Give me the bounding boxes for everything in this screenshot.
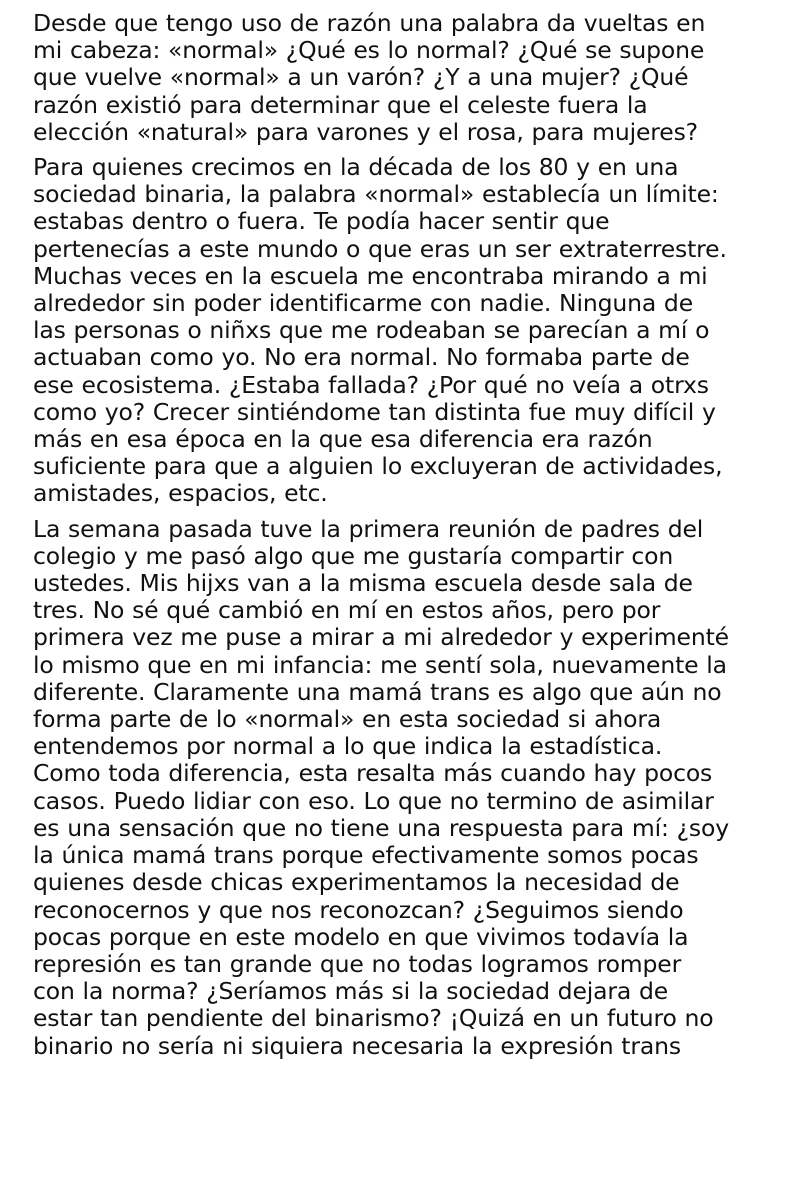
text-line: la única mamá trans porque efectivamente somos pocas — [33, 841, 699, 870]
text-line: ustedes. Mis hijxs van a la misma escuela desde sala de — [33, 569, 693, 598]
text-line: alrededor sin poder identificarme con nadie. Ninguna de — [33, 289, 694, 318]
text-line: es una sensación que no tiene una respuesta para mí: ¿soy — [33, 813, 729, 842]
text-line: pocas porque en este modelo en que vivimos todavía la — [33, 922, 689, 951]
text-line: más en esa época en la que esa diferencia era razón — [33, 425, 653, 454]
text-line: forma parte de lo «normal» en esta sociedad si ahora — [33, 705, 662, 734]
text-line: tres. No sé qué cambió en mí en estos años, pero por — [33, 596, 661, 625]
text-line: sociedad binaria, la palabra «normal» establecía un límite: — [33, 180, 719, 209]
text-line: suficiente para que a alguien lo excluyeran de actividades, — [33, 452, 723, 481]
text-line: con la norma? ¿Seríamos más si la sociedad dejara de — [33, 977, 669, 1006]
text-line: que vuelve «normal» a un varón? ¿Y a una mujer? ¿Qué — [33, 63, 689, 92]
text-line: Como toda diferencia, esta resalta más cuando hay pocos — [33, 759, 713, 788]
text-line: Muchas veces en la escuela me encontraba mirando a mi — [33, 261, 708, 290]
text-line: casos. Puedo lidiar con eso. Lo que no termino de asimilar — [33, 786, 714, 815]
text-line: diferente. Claramente una mamá trans es algo que aún no — [33, 677, 722, 706]
text-line: primera vez me puse a mirar a mi alrededor y experimenté — [33, 623, 729, 652]
paragraph-2 — [33, 154, 776, 508]
text-line: las personas o niñxs que me rodeaban se parecían a mí o — [33, 316, 710, 345]
text-line: estabas dentro o fuera. Te podía hacer sentir que — [33, 207, 610, 236]
text-line: ese ecosistema. ¿Estaba fallada? ¿Por qué no veía a otrxs — [33, 370, 709, 399]
paragraph-1 — [33, 10, 776, 146]
paragraph-3 — [33, 516, 776, 1060]
text-line: como yo? Crecer sintiéndome tan distinta fue muy difícil y — [33, 397, 716, 426]
text-line: Para quienes crecimos en la década de los 80 y en una — [33, 153, 679, 182]
text-line: lo mismo que en mi infancia: me sentí sola, nuevamente la — [33, 650, 727, 679]
text-line: Desde que tengo uso de razón una palabra da vueltas en — [33, 9, 706, 37]
text-line: mi cabeza: «normal» ¿Qué es lo normal? ¿Qué se supone — [33, 36, 705, 65]
text-line: razón existió para determinar que el celeste fuera la — [33, 90, 648, 119]
text-line: binario no sería ni siquiera necesaria la expresión trans — [33, 1031, 681, 1060]
text-line: actuaban como yo. No era normal. No formaba parte de — [33, 343, 690, 372]
text-line: pertenecías a este mundo o que eras un ser extraterrestre. — [33, 234, 727, 263]
text-line: estar tan pendiente del binarismo? ¡Quizá en un futuro no — [33, 1004, 714, 1033]
text-line: entendemos por normal a lo que indica la estadística. — [33, 732, 663, 761]
text-line: represión es tan grande que no todas logramos romper — [33, 949, 682, 978]
text-line: reconocernos y que nos reconozcan? ¿Seguimos siendo — [33, 895, 684, 924]
text-line: amistades, espacios, etc. — [33, 479, 328, 508]
text-line: elección «natural» para varones y el rosa, para mujeres? — [33, 117, 699, 146]
text-line: La semana pasada tuve la primera reunión de padres del — [33, 514, 704, 543]
text-line: colegio y me pasó algo que me gustaría compartir con — [33, 541, 674, 570]
text-line: quienes desde chicas experimentamos la necesidad de — [33, 868, 680, 897]
